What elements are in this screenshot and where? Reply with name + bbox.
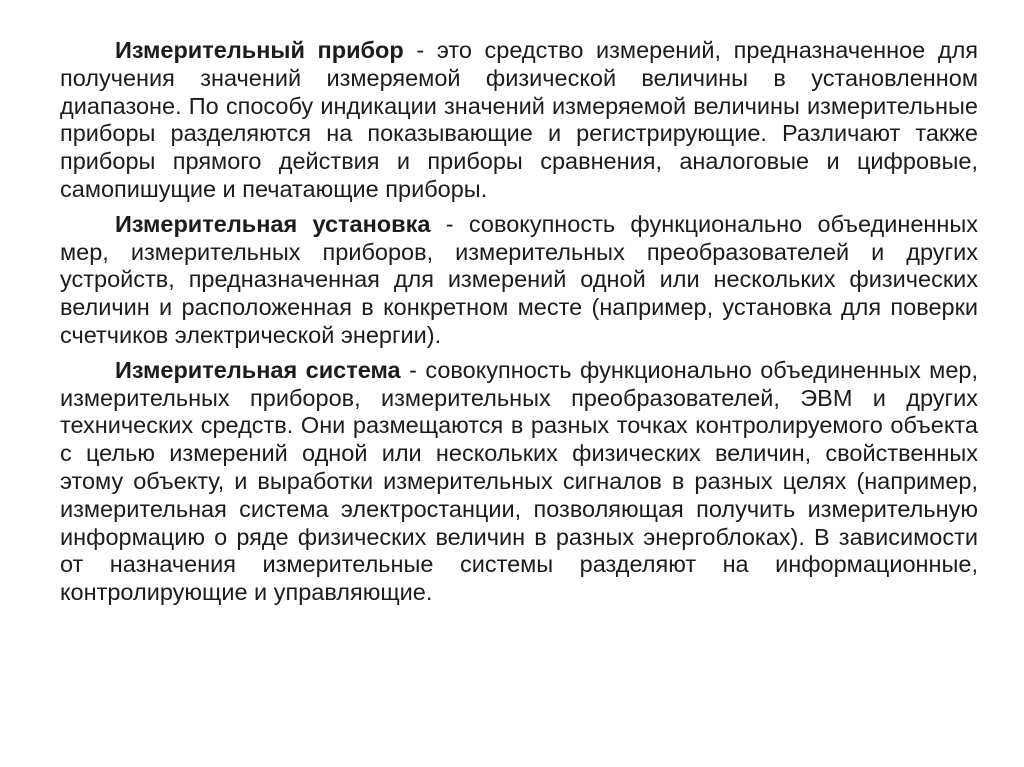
definition-measuring-instrument: - это средство измерений, предназначенное для получения значений измеряемой физической величины в установленном диапазоне. По способу индикации значений измеряемой величины измерительные приборы разделяются на показывающие и регистрирующие. Различают также приборы прямого действия и приборы сравнения, аналоговые и цифровые, самопишущие и печатающие приборы. (60, 37, 979, 202)
paragraph-measuring-installation (60, 211, 978, 350)
term-measuring-system: Измерительная система (115, 356, 401, 383)
paragraph-measuring-instrument (60, 37, 978, 204)
term-measuring-installation: Измерительная установка (115, 210, 431, 237)
term-measuring-instrument: Измерительный прибор (115, 37, 404, 63)
definition-measuring-installation: - совокупность функционально объединенных мер, измерительных приборов, измерительных преобразователей и других устройств, предназначенная для измерений одной или нескольких физических величин и расположенная в конкретном месте (например, установка для поверки счетчиков электрической энергии). (60, 210, 978, 348)
definition-measuring-system: - совокупность функционально объединенных мер, измерительных приборов, измерительных преобразователей, ЭВМ и других технических средств. Они размещаются в разных точках контролируемого объекта с целью измерений одной или нескольких физических величин, свойственных этому объекту, и выработки измерительных сигналов в разных целях (например, измерительная система электростанции, позволяющая получить измерительную информацию о ряде физических величин в разных энергоблоках). В зависимости от назначения измерительные системы разделяют на информационные, контролирующие и управляющие. (60, 356, 978, 606)
slide-text-body (60, 37, 978, 614)
paragraph-measuring-system (60, 357, 978, 607)
